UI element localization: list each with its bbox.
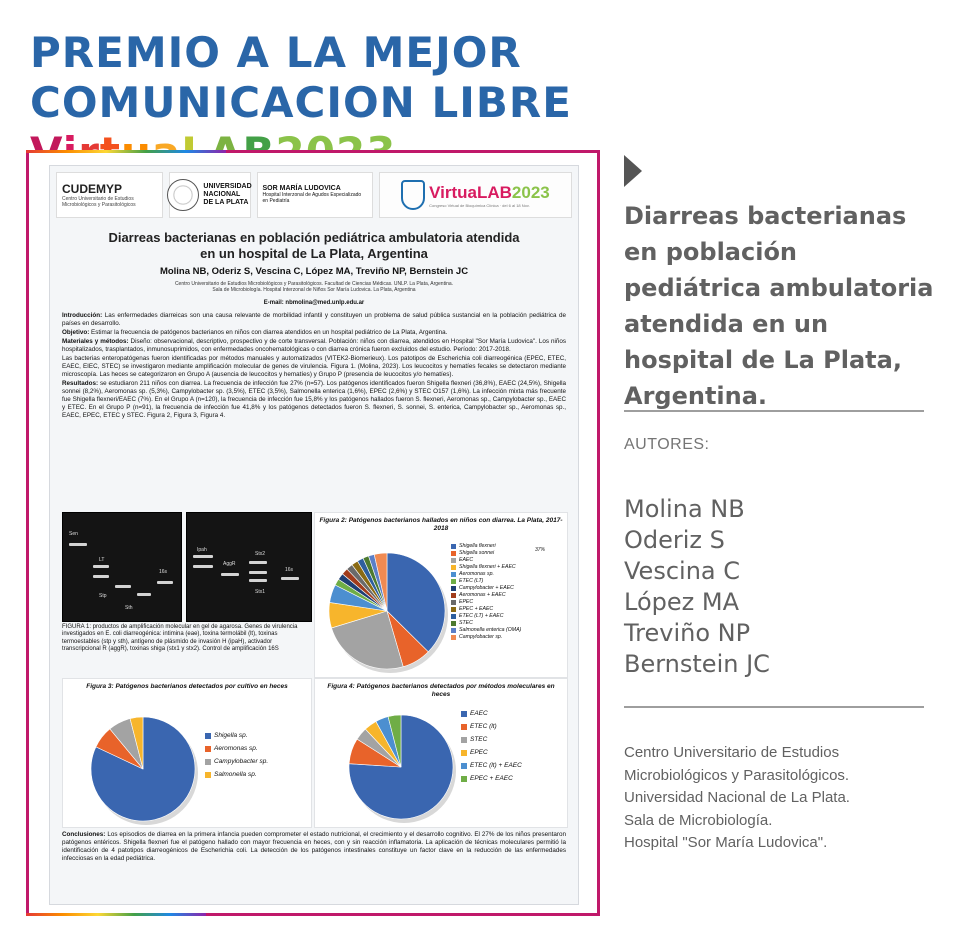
legend-label: EPEC — [470, 749, 488, 756]
legend-swatch — [451, 544, 456, 549]
poster-authors: Molina NB, Oderiz S, Vescina C, López MA, Treviño NP, Bernstein JC — [159, 266, 469, 277]
legend-swatch — [451, 586, 456, 591]
legend-swatch — [451, 558, 456, 563]
author-item: López MA — [624, 588, 739, 616]
legend-swatch — [451, 565, 456, 570]
unlp-seal-icon — [167, 179, 199, 211]
legend-label: EPEC + EAEC — [470, 775, 513, 782]
poster-affiliation: Centro Universitario de Estudios Microbiológicos y Parasitológicos. Facultad de Ciencias Médicas. UNLP. La Plata, Argentina. Sala de Microbiología. Hospital Interzonal de Niños Sor María Ludovica. La Plata, Argentina — [174, 281, 454, 293]
legend-item — [451, 578, 521, 585]
authors-label: AUTORES: — [624, 436, 710, 453]
affiliation-line: Sala de Microbiología. — [624, 811, 773, 829]
award-title-line1: PREMIO A LA MEJOR — [30, 28, 522, 77]
legend-swatch — [451, 572, 456, 577]
legend-label: ETEC (lt) + EAEC — [470, 762, 522, 769]
figure-4-pie — [315, 679, 567, 827]
legend-swatch — [451, 579, 456, 584]
hospital-logo: SOR MARÍA LUDOVICA Hospital Interzonal de Agudos Especializado en Pediatría — [257, 172, 373, 218]
figure-2-legend — [451, 543, 521, 641]
legend-label: STEC — [459, 620, 473, 626]
legend-swatch — [451, 621, 456, 626]
legend-label: ETEC (LT) — [459, 578, 484, 584]
legend-swatch — [461, 737, 467, 743]
legend-item — [451, 564, 521, 571]
legend-swatch — [461, 763, 467, 769]
legend-swatch — [461, 776, 467, 782]
legend-swatch — [461, 724, 467, 730]
rainbow-accent-bottom — [26, 913, 206, 916]
chart-title: Figura 4: Patógenos bacterianos detectados por métodos moleculares en heces — [327, 683, 555, 698]
legend-label: Shigella sonnei — [459, 550, 495, 556]
objective-paragraph: Objetivo: Estimar la frecuencia de patógenos bacterianos en niños con diarrea atendidos en un hospital pediátrico de La Plata, Argentina. — [62, 329, 448, 336]
divider — [624, 410, 924, 412]
legend-item — [461, 746, 522, 759]
legend-label: Aeromonas + EAEC — [459, 592, 506, 598]
legend-swatch — [451, 635, 456, 640]
legend-item — [461, 707, 522, 720]
figure-2-chart — [314, 512, 568, 678]
legend-item — [461, 772, 522, 785]
conclusions-paragraph: Conclusiones: Los episodios de diarrea en la primera infancia pueden comprometer el estado nutricional, el crecimiento y el desarrollo cognitivo. El 27% de los niños presentaron patógenos entéricos. Shigella flexneri fue el patógeno hallado con mayor frecuencia en heces, con y sin reacción inflamatoria. La aplicación de técnicas moleculares permitió la identificación de 4 patotipos diarreogénicos de Escherichia coli. La detección de los patógenos intestinales constituye un factor clave en la reducción de las enfermedades infecciosas en la edad pediátrica. — [62, 831, 566, 862]
gel-image-left: Sen LT Stp Sth 16s — [62, 512, 182, 622]
figure-2-pie — [315, 513, 567, 677]
legend-item — [451, 599, 521, 606]
legend-item — [451, 550, 521, 557]
poster-title: Diarreas bacterianas en población pediátrica ambulatoria atendida en un hospital de La Plata, Argentina — [108, 230, 520, 261]
legend-swatch — [461, 750, 467, 756]
figure-4-legend — [461, 707, 522, 785]
legend-swatch — [205, 772, 211, 778]
legend-item — [451, 571, 521, 578]
legend-label: Salmonella sp. — [214, 771, 257, 778]
legend-label: EAEC — [459, 557, 474, 563]
legend-label: Aeromonas sp. — [214, 745, 258, 752]
cudemyp-logo: CUDEMYP Centro Universitario de Estudios Microbiológicos y Parasitológicos — [56, 172, 163, 218]
rainbow-accent-top — [26, 150, 226, 153]
affiliation-line: Hospital "Sor María Ludovica". — [624, 834, 828, 851]
figure-4-chart — [314, 678, 568, 828]
author-item: Treviño NP — [624, 619, 751, 647]
legend-label: STEC — [470, 736, 488, 743]
figure-1-caption: FIGURA 1: productos de amplificación molecular en gel de agarosa. Genes de virulencia investigados en E. coli diarreogénica: intimina (eae), toxina termolábil (lt), toxinas termoestables (stp y sth), antígeno de plásmido de invasión H (ipaH), activador transcripcional R (aggR), toxinas shiga (stx1 y stx2). Control de amplificación 16S — [62, 624, 298, 653]
legend-item — [451, 634, 521, 641]
legend-label: Salmonella enterica (OMA) — [459, 627, 522, 633]
legend-swatch — [205, 759, 211, 765]
legend-swatch — [205, 746, 211, 752]
legend-label: EPEC + EAEC — [459, 606, 494, 612]
legend-label: Shigella sp. — [214, 732, 248, 739]
affiliation-line: Universidad Nacional de La Plata. — [624, 789, 850, 806]
author-item: Oderiz S — [624, 526, 725, 554]
poster-frame — [26, 150, 600, 916]
legend-item — [205, 755, 268, 768]
side-title: Diarreas bacterianas en población pediátrica ambulatoria atendida en un hospital de La Plata, Argentina. — [624, 202, 934, 410]
affiliation-line: Centro Universitario de Estudios — [624, 744, 840, 761]
legend-item — [205, 729, 268, 742]
poster-body — [62, 312, 566, 421]
legend-swatch — [451, 607, 456, 612]
legend-label: EAEC — [470, 710, 488, 717]
legend-label: EPEC — [459, 599, 474, 605]
legend-item — [451, 620, 521, 627]
legend-item — [461, 720, 522, 733]
legend-label: ETEC (lt) — [470, 723, 497, 730]
legend-swatch — [451, 551, 456, 556]
legend-item — [451, 543, 521, 550]
poster-email: E-mail: nbmolina@med.unlp.edu.ar — [263, 300, 365, 306]
legend-label: Campylobacter sp. — [459, 634, 503, 640]
legend-swatch — [451, 593, 456, 598]
legend-label: Shigella flexneri + EAEC — [459, 564, 516, 570]
figure-2-annotation: 37% — [535, 547, 546, 553]
unlp-logo: UNIVERSIDAD NACIONAL DE LA PLATA — [169, 172, 251, 218]
legend-item — [205, 768, 268, 781]
legend-item — [451, 627, 521, 634]
legend-item — [451, 592, 521, 599]
legend-item — [451, 613, 521, 620]
award-title-line2: COMUNICACION LIBRE — [30, 78, 953, 178]
affiliation-block — [624, 742, 944, 855]
chart-title: Figura 2: Patógenos bacterianos hallados en niños con diarrea. La Plata, 2017-2018 — [319, 517, 563, 532]
poster-logos — [56, 172, 572, 222]
figure-3-pie — [63, 679, 311, 827]
figure-1-gel-panel — [62, 512, 310, 674]
virtualab-logo: VirtuaLAB2023 Congreso Virtual de Bioquímica Clínica · del 6 al 18 Nov. — [379, 172, 572, 218]
legend-item — [451, 585, 521, 592]
legend-label: Campylobacter + EAEC — [459, 585, 514, 591]
legend-label: Campylobacter sp. — [214, 758, 269, 765]
triangle-arrow-icon — [624, 155, 642, 187]
methods-paragraph-2: Las bacterias enteropatógenas fueron identificadas por métodos manuales y automatizados (VITEK2-Biomerieux). Los patotipos de Escherichia coli diarreogénica (EPEC, ETEC, EAEC, EIEC, STEC) se investigaron mediante amplificación molecular de genes de virulencia. Figura 1. (Molina, 2023). Los leucocitos y hematíes fecales se detectaron mediante microscopía. Las heces se categorizaron en Grupo A (ausencia de leucocitos y hematíes) y Grupo P (presencia de leucocitos y/o hematíes). — [62, 355, 566, 378]
methods-paragraph: Materiales y métodos: Diseño: observacional, descriptivo, prospectivo y de corte transversal. Población: niños con diarrea, atendidos en Hospital "Sor María Ludovica". Los niños hospitalizados, trasplantados, inmunosuprimidos, con enfermedades oncohematológicas o con diarrea crónica fueron excluidos del estudio. Período: 2017-2018. — [62, 338, 566, 353]
intro-paragraph: Introducción: Las enfermedades diarreicas son una causa relevante de morbilidad infantil y constituyen un problema de salud pública sustancial en la población pediátrica de países en desarrollo. — [62, 312, 566, 327]
affiliation-line: Microbiológicos y Parasitológicos. — [624, 766, 850, 784]
legend-swatch — [461, 711, 467, 717]
legend-label: Shigella flexneri — [459, 543, 496, 549]
results-paragraph: Resultados: se estudiaron 211 niños con diarrea. La frecuencia de infección fue 27% (n=57). Los patógenos identificados fueron Shigella flexneri (36,8%), EAEC (24,5%), Shigella sonnei (8,2%), Aeromonas sp. (5,3%), Campylobacter sp. (3,5%), ETEC (3,5%), Salmonella enterica (1,6%), EPEC (2,6%) y STEC O157 (1,6%). La infección mixta más frecuente fue Shigella flexneri/EAEC (7%). En el Grupo A (n=120), la frecuencia de infección fue 15,8% y los patógenos hallados fueron S. flexneri, Aeromonas sp., Campylobacter sp., EAEC y ETEC. En el Grupo P (n=91), la frecuencia de infección fue 41,8% y los patógenos detectados fueron S. flexneri, S. sonnei, S. enterica, Campylobacter sp., Aeromonas sp., EAEC, EPEC, ETEC y STEC. Figura 2, Figura 3, Figura 4. — [62, 380, 566, 419]
legend-swatch — [451, 628, 456, 633]
figure-3-legend — [205, 729, 268, 781]
legend-item — [451, 557, 521, 564]
legend-item — [461, 759, 522, 772]
author-item: Molina NB — [624, 495, 745, 523]
author-item: Vescina C — [624, 557, 740, 585]
flask-icon — [401, 180, 425, 210]
legend-swatch — [205, 733, 211, 739]
legend-item — [205, 742, 268, 755]
poster — [49, 165, 579, 905]
legend-swatch — [451, 600, 456, 605]
legend-label: Aeromonas sp. — [459, 571, 494, 577]
figure-3-chart — [62, 678, 312, 828]
divider — [624, 706, 924, 708]
legend-label: ETEC (LT) + EAEC — [459, 613, 504, 619]
chart-title: Figura 3: Patógenos bacterianos detectados por cultivo en heces — [86, 683, 288, 690]
authors-list — [624, 494, 770, 680]
legend-item — [451, 606, 521, 613]
author-item: Bernstein JC — [624, 650, 770, 678]
legend-swatch — [451, 614, 456, 619]
gel-image-right: Ipah AggR Stx2 Stx1 16s — [186, 512, 312, 622]
legend-item — [461, 733, 522, 746]
